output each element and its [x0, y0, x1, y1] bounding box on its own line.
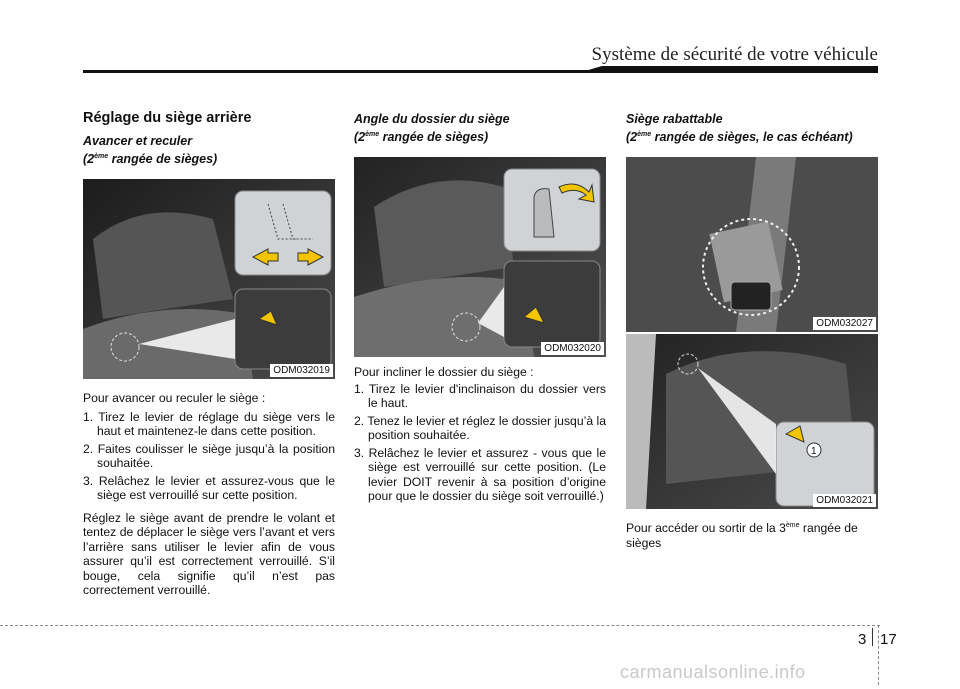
section-title: Réglage du siège arrière	[83, 110, 252, 126]
inset-lever-closeup	[235, 289, 331, 369]
subsection-title	[354, 112, 606, 145]
note-paragraph: Réglez le siège avant de prendre le volant et tentez de déplacer le siège vers l’avant et vers l’arrière sans utiliser le levier afin de vous assurer qu’il est correctement verrouillé. S’il bouge, cela signifie qu’il n’est pas correctement verrouillé.	[83, 510, 335, 598]
seatbelt-photo	[626, 157, 878, 332]
seat-photo	[83, 179, 335, 379]
fold-seat-photo	[626, 334, 878, 509]
figure-recline-seat	[354, 157, 606, 357]
watermark: carmanualsonline.info	[620, 662, 806, 682]
column-3	[626, 110, 878, 550]
subtitle-prefix: (2	[83, 152, 95, 167]
figure-code: ODM032027	[813, 317, 876, 330]
seatbelt-latch	[731, 282, 771, 310]
step-item: 2. Faites coulisser le siège jusqu’à la position souhaitée.	[83, 441, 335, 471]
footer-vertical-dashed-rule	[878, 625, 879, 685]
figure-code: ODM032021	[813, 494, 876, 507]
text-sup: ème	[785, 522, 800, 530]
seat-photo	[354, 157, 606, 357]
subtitle-line-1: Angle du dossier du siège	[354, 112, 510, 126]
subtitle-sup: ème	[365, 131, 380, 138]
subtitle-sup: ème	[637, 131, 652, 138]
inset-seat-diagram	[235, 191, 331, 275]
subtitle-suffix: rangée de sièges)	[379, 130, 489, 145]
figure-fold-seat	[626, 334, 878, 509]
column-1	[83, 110, 335, 598]
figure-code: ODM032020	[541, 342, 604, 355]
footer-dashed-rule	[0, 625, 880, 626]
steps-list	[354, 382, 606, 504]
inset-seat-diagram	[504, 169, 600, 251]
text-prefix: Pour accéder ou sortir de la 3	[626, 521, 786, 536]
header-rule-accent	[578, 66, 878, 73]
page-header-title: Système de sécurité de votre véhicule	[591, 44, 878, 65]
step-item: 1. Tirez le levier de réglage du siège vers le haut et maintenez-le dans cette position.	[83, 409, 335, 439]
section-number: 3	[858, 631, 867, 648]
page-number: 17	[880, 631, 897, 648]
access-text	[626, 519, 878, 550]
subtitle-suffix: rangée de sièges, le cas échéant)	[651, 130, 853, 145]
step-item: 3. Relâchez le levier et assurez-vous que le siège est verrouillé sur cette position.	[83, 473, 335, 503]
subtitle-prefix: (2	[354, 130, 366, 145]
column-2	[354, 110, 606, 507]
figure-code: ODM032019	[270, 364, 333, 377]
step-item: 3. Relâchez le levier et assurez - vous que le siège est verrouillé sur cette position. (Le levier DOIT revenir à sa position d’origine pour que le dossier du siège soit verrouillé.)	[354, 445, 606, 504]
intro-text: Pour incliner le dossier du siège :	[354, 365, 534, 380]
step-item: 1. Tirez le levier d'inclinaison du dossier vers le haut.	[354, 381, 606, 411]
text-suffix: rangée de sièges	[626, 521, 858, 550]
subsection-title	[83, 134, 335, 167]
steps-list	[83, 410, 335, 503]
callout-number: 1	[811, 446, 817, 458]
subtitle-sup: ème	[94, 153, 109, 160]
subtitle-line-1: Siège rabattable	[626, 112, 723, 126]
figure-seatbelt	[626, 157, 878, 332]
inset-lever-closeup	[504, 261, 600, 347]
figure-slide-seat	[83, 179, 335, 379]
page-number-separator	[872, 628, 873, 646]
subtitle-suffix: rangée de sièges)	[108, 152, 218, 167]
subtitle-prefix: (2	[626, 130, 638, 145]
subtitle-line-1: Avancer et reculer	[83, 134, 193, 148]
step-item: 2. Tenez le levier et réglez le dossier jusqu’à la position souhaitée.	[354, 413, 606, 443]
intro-text: Pour avancer ou reculer le siège :	[83, 391, 266, 406]
subsection-title	[626, 112, 878, 145]
